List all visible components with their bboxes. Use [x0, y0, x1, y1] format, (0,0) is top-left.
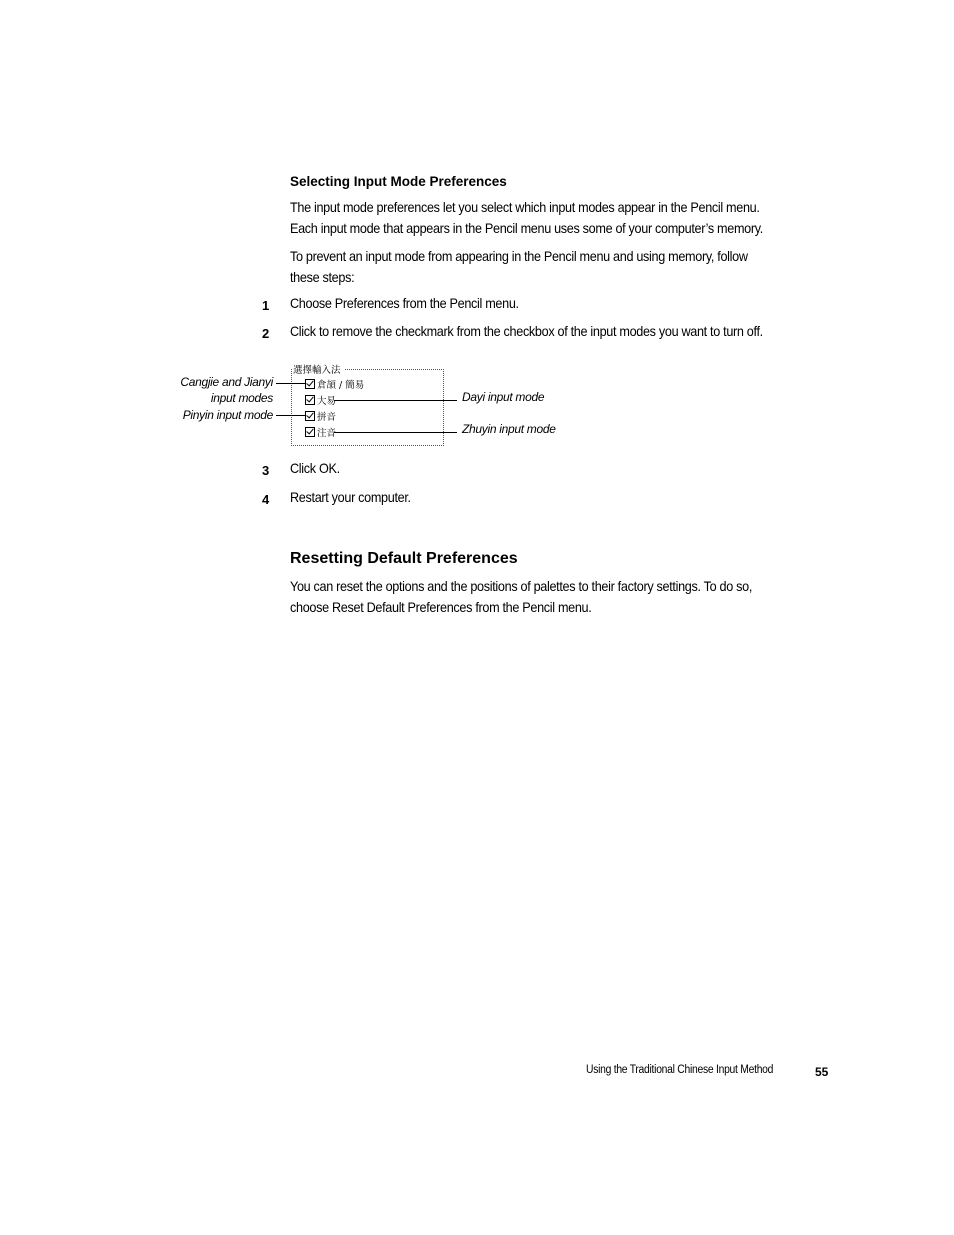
- paragraph-line: choose Reset Default Preferences from the Pencil menu.: [290, 599, 592, 615]
- window-title: 選擇輸入法: [292, 362, 344, 376]
- callout-cangjie-line1: Cangjie and Jianyi: [180, 375, 273, 389]
- running-footer-title: Using the Traditional Chinese Input Method: [586, 1064, 774, 1076]
- step-number: 3: [262, 463, 270, 478]
- section-heading-input-mode: Selecting Input Mode Preferences: [290, 174, 507, 189]
- paragraph-prevent-input-mode: [290, 247, 792, 288]
- paragraph-input-mode-intro: [290, 198, 792, 239]
- callout-cangjie-line2: input modes: [210, 391, 273, 405]
- step-text: Click to remove the checkmark from the checkbox of the input modes you want to turn off.: [290, 324, 763, 339]
- checkbox-checked-icon[interactable]: [305, 411, 315, 421]
- step-number: 2: [262, 326, 270, 341]
- option-label: 大易: [317, 396, 337, 407]
- input-mode-window: [291, 369, 444, 446]
- leader-line: [276, 383, 305, 384]
- paragraph-line: these steps:: [290, 269, 355, 285]
- paragraph-line: You can reset the options and the positions of palettes to their factory settings. To do so,: [290, 579, 753, 594]
- leader-line: [276, 415, 305, 416]
- leader-line: [334, 400, 457, 401]
- paragraph-line: Each input mode that appears in the Pencil menu uses some of your computer’s memory.: [290, 220, 763, 236]
- page-number: 55: [815, 1065, 829, 1079]
- callout-zhuyin: Zhuyin input mode: [462, 422, 556, 436]
- checkbox-checked-icon[interactable]: [305, 427, 315, 437]
- step-number: 4: [262, 492, 270, 507]
- section-heading-reset: Resetting Default Preferences: [290, 550, 518, 567]
- option-label: 拼音: [317, 412, 337, 423]
- step-text: Restart your computer.: [290, 490, 411, 505]
- paragraph-reset: [290, 577, 792, 618]
- checkbox-checked-icon[interactable]: [305, 379, 315, 389]
- step-text: Click OK.: [290, 461, 340, 476]
- option-dayi[interactable]: [305, 395, 336, 407]
- callout-pinyin: Pinyin input mode: [182, 408, 273, 422]
- checkbox-checked-icon[interactable]: [305, 395, 315, 405]
- paragraph-line: The input mode preferences let you select which input modes appear in the Pencil menu.: [290, 200, 760, 215]
- step-number: 1: [262, 298, 270, 313]
- leader-line: [334, 432, 457, 433]
- step-text: Choose Preferences from the Pencil menu.: [290, 296, 519, 311]
- option-pinyin[interactable]: [305, 411, 336, 423]
- option-cangjie-jianyi[interactable]: [305, 379, 364, 391]
- option-label: 倉頡 / 簡易: [317, 380, 365, 391]
- option-label: 注音: [317, 428, 337, 439]
- option-zhuyin[interactable]: [305, 427, 336, 439]
- paragraph-line: To prevent an input mode from appearing in the Pencil menu and using memory, follow: [290, 249, 748, 264]
- callout-dayi: Dayi input mode: [462, 390, 545, 404]
